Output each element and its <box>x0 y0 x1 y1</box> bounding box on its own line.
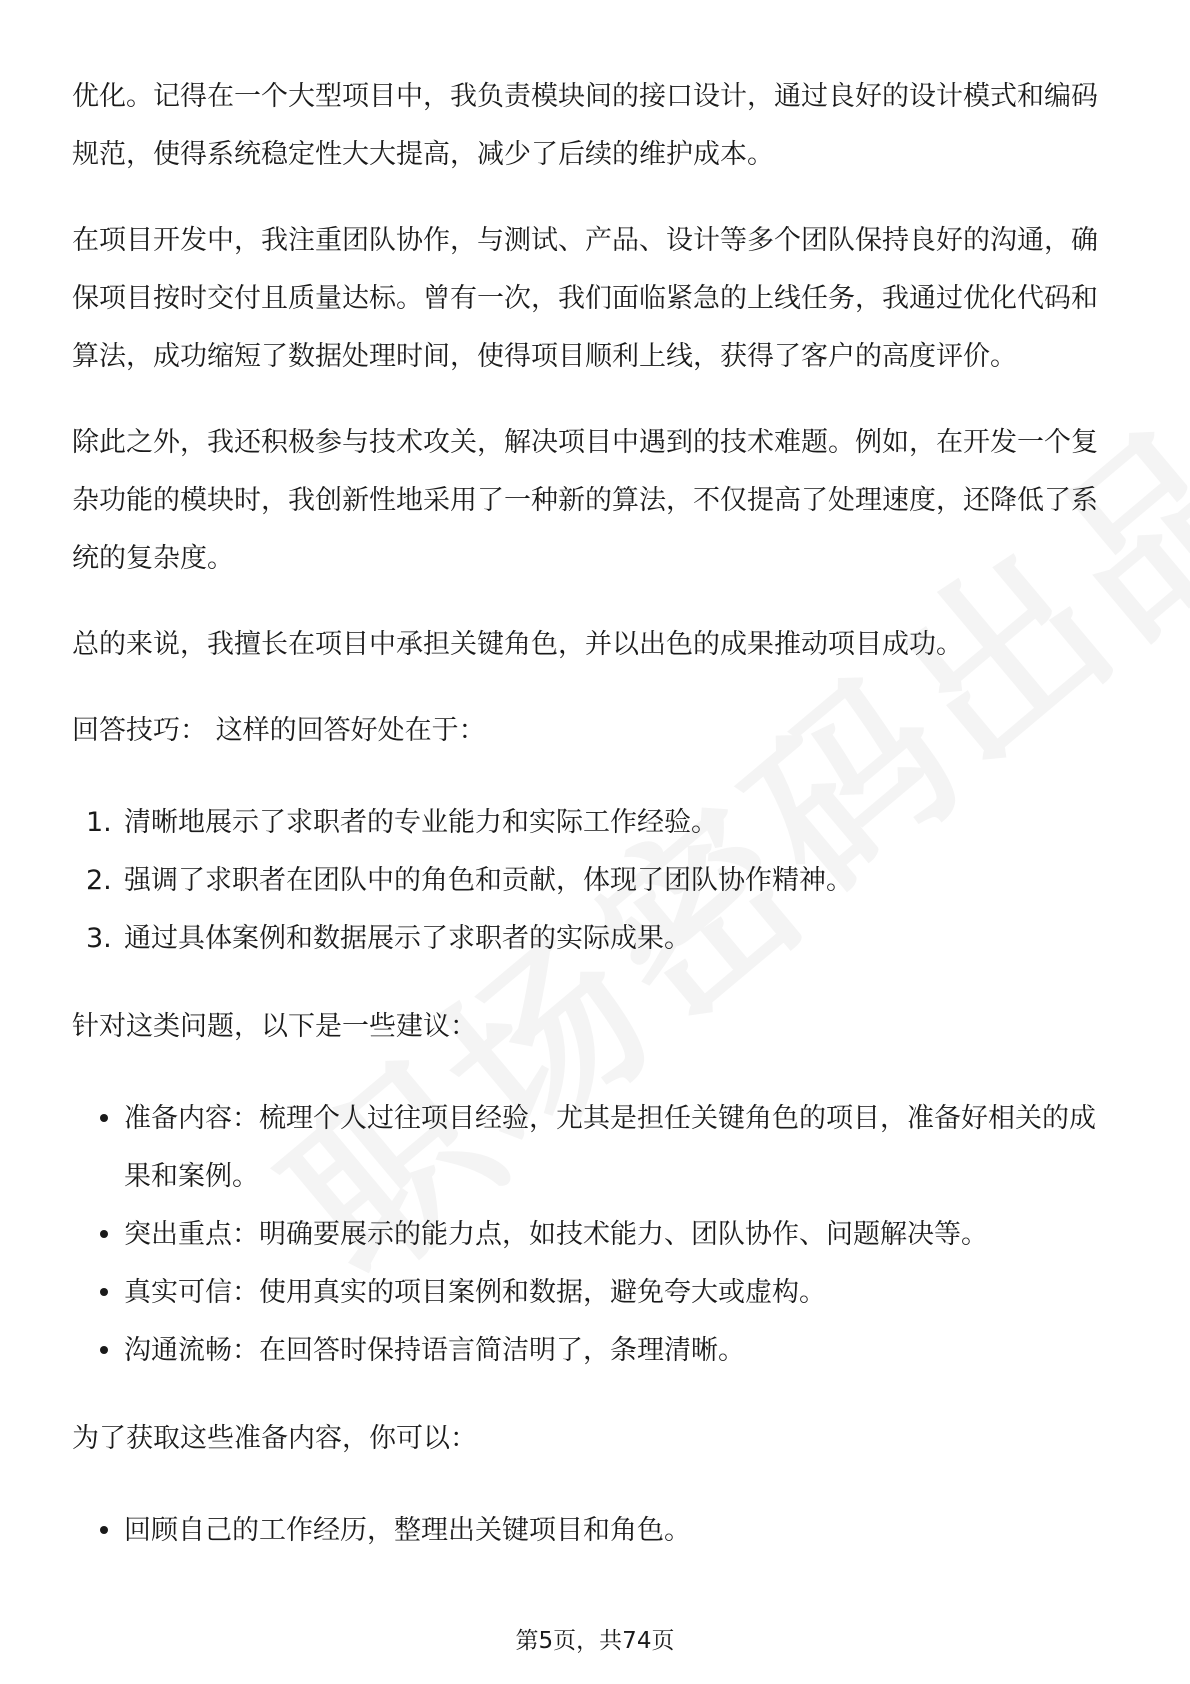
page-number-footer: 第5页，共74页 <box>515 1628 675 1654</box>
bullet-icon <box>100 1288 108 1296</box>
bullet-icon <box>100 1526 108 1534</box>
list-item-text: 沟通流畅：在回答时保持语言简洁明了，条理清晰。 <box>124 1335 745 1366</box>
list-item <box>72 1502 1118 1560</box>
list-item-text: 强调了求职者在团队中的角色和贡献，体现了团队协作精神。 <box>124 865 853 896</box>
paragraph-1: 优化。记得在一个大型项目中，我负责模块间的接口设计，通过良好的设计模式和编码规范，使得系统稳定性大大提高，减少了后续的维护成本。 <box>72 81 1098 170</box>
list-item <box>72 1264 1118 1322</box>
tips-heading: 回答技巧： 这样的回答好处在于： <box>72 715 486 746</box>
list-item <box>72 1322 1118 1380</box>
paragraph-2: 在项目开发中，我注重团队协作，与测试、产品、设计等多个团队保持良好的沟通，确保项目按时交付且质量达标。曾有一次，我们面临紧急的上线任务，我通过优化代码和算法，成功缩短了数据处理时间，使得项目顺利上线，获得了客户的高度评价。 <box>72 225 1098 372</box>
list-item <box>72 1090 1118 1206</box>
list-item <box>72 910 1118 968</box>
list-number: 3. <box>86 923 112 954</box>
list-item-text: 真实可信：使用真实的项目案例和数据，避免夸大或虚构。 <box>124 1277 826 1308</box>
paragraph-4: 总的来说，我擅长在项目中承担关键角色，并以出色的成果推动项目成功。 <box>72 629 963 660</box>
bullet-icon <box>100 1346 108 1354</box>
list-number: 1. <box>86 807 112 838</box>
bullet-icon <box>100 1114 108 1122</box>
list-item-text: 通过具体案例和数据展示了求职者的实际成果。 <box>124 923 691 954</box>
list-item-text: 回顾自己的工作经历，整理出关键项目和角色。 <box>124 1515 691 1546</box>
list-number: 2. <box>86 865 112 896</box>
list-item <box>72 1206 1118 1264</box>
list-item-text: 突出重点：明确要展示的能力点，如技术能力、团队协作、问题解决等。 <box>124 1219 988 1250</box>
advice-heading: 针对这类问题，以下是一些建议： <box>72 1011 477 1042</box>
list-item <box>72 852 1118 910</box>
paragraph-3: 除此之外，我还积极参与技术攻关，解决项目中遇到的技术难题。例如，在开发一个复杂功能的模块时，我创新性地采用了一种新的算法，不仅提高了处理速度，还降低了系统的复杂度。 <box>72 427 1098 574</box>
advice-list <box>72 1090 1118 1380</box>
tips-list <box>72 794 1118 968</box>
prep-list <box>72 1502 1118 1560</box>
list-item-text: 准备内容：梳理个人过往项目经验，尤其是担任关键角色的项目，准备好相关的成果和案例。 <box>124 1103 1096 1192</box>
bullet-icon <box>100 1230 108 1238</box>
page-content <box>72 68 1118 1590</box>
list-item <box>72 794 1118 852</box>
list-item-text: 清晰地展示了求职者的专业能力和实际工作经验。 <box>124 807 718 838</box>
prep-heading: 为了获取这些准备内容，你可以： <box>72 1423 477 1454</box>
